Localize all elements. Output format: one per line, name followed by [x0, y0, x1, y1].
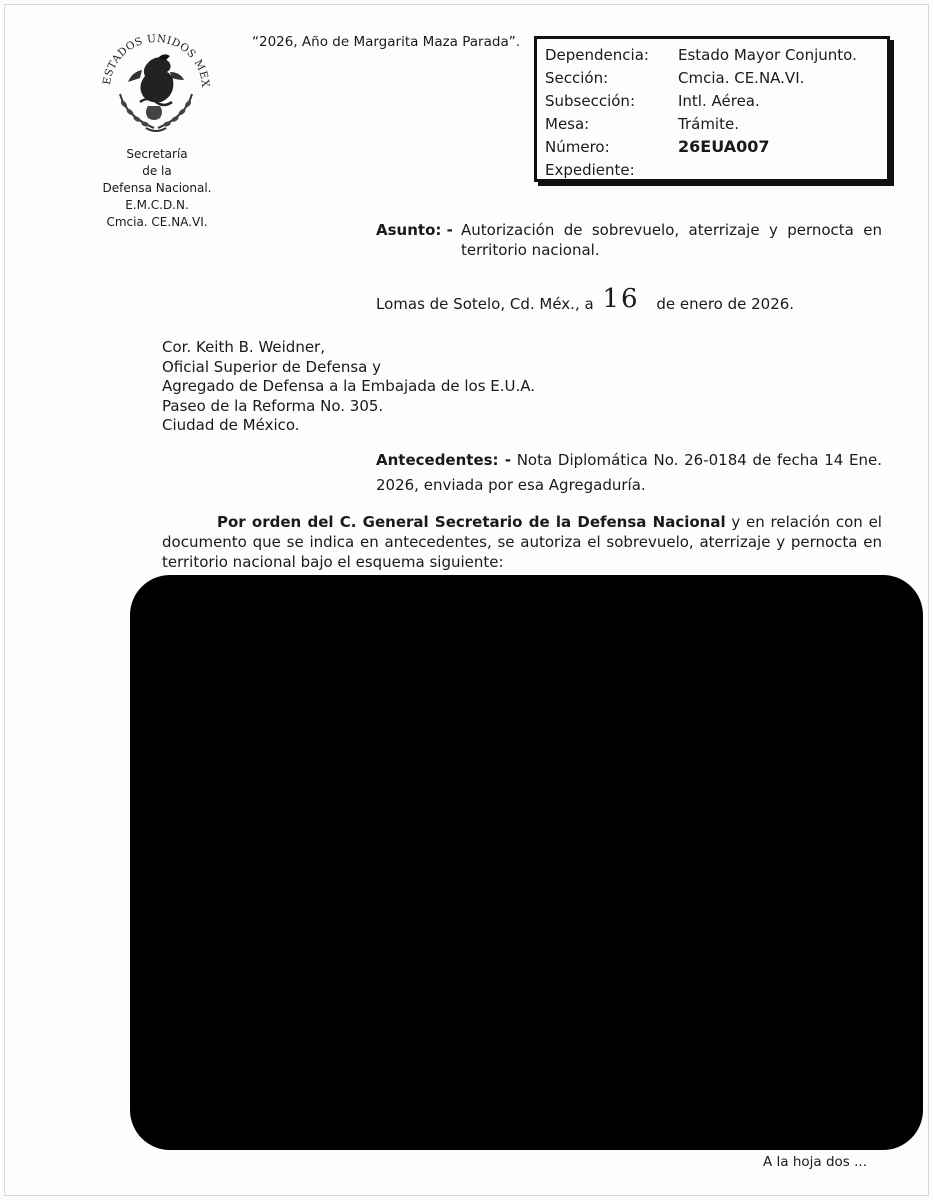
subject-text: Autorización de sobrevuelo, aterrizaje y pernocta en territorio nacional. — [461, 221, 882, 259]
reference-row — [545, 158, 887, 181]
year-motto: “2026, Año de Margarita Maza Parada”. — [252, 34, 521, 50]
recipient-address — [162, 338, 535, 436]
issuer-block — [92, 146, 222, 231]
recipient-line: Ciudad de México. — [162, 416, 300, 434]
reference-value: Intl. Aérea. — [678, 91, 760, 110]
continuation-note: A la hoja dos ... — [763, 1154, 867, 1170]
body-bold-lead: Por orden del C. General Secretario de la Defensa Nacional — [217, 513, 726, 531]
recipient-line: Oficial Superior de Defensa y — [162, 357, 381, 376]
issuer-line: Defensa Nacional. — [102, 181, 212, 195]
reference-label: Número: — [545, 137, 610, 156]
body-text: y en relación con el documento que se indica en antecedentes, se autoriza el sobrevuelo, aterrizaje y pernocta en territorio nacional bajo el esquema siguiente: — [162, 513, 882, 571]
dateline-suffix: de enero de 2026. — [656, 295, 795, 313]
recipient-line: Agregado de Defensa a la Embajada de los E.U.A. — [162, 377, 536, 395]
handwritten-day: 16 — [602, 284, 640, 314]
recipient-line: Cor. Keith B. Weidner, — [162, 338, 325, 356]
reference-row — [545, 135, 887, 158]
reference-value: Estado Mayor Conjunto. — [678, 45, 857, 64]
reference-label: Expediente: — [545, 160, 635, 179]
recipient-line: Paseo de la Reforma No. 305. — [162, 396, 384, 415]
issuer-line: de la — [142, 164, 172, 178]
reference-row — [545, 89, 887, 112]
subject-label: Asunto: - — [376, 221, 453, 239]
reference-label: Dependencia: — [545, 45, 649, 64]
seal-ring-text: ESTADOS UNIDOS MEX — [101, 32, 212, 89]
issuer-line: Cmcia. CE.NA.VI. — [106, 215, 208, 229]
reference-label: Mesa: — [545, 114, 590, 133]
reference-row — [545, 43, 887, 66]
reference-row — [545, 112, 887, 135]
body-paragraph — [162, 512, 882, 572]
redaction-block — [130, 575, 923, 1150]
document-number: 26EUA007 — [678, 137, 770, 156]
reference-value: Cmcia. CE.NA.VI. — [678, 68, 805, 87]
dateline-prefix: Lomas de Sotelo, Cd. Méx., a — [376, 295, 594, 313]
reference-value: Trámite. — [678, 114, 739, 133]
reference-label: Subsección: — [545, 91, 635, 110]
subject-block — [376, 220, 882, 260]
reference-box — [534, 36, 890, 182]
reference-row — [545, 66, 887, 89]
issuer-line: E.M.C.D.N. — [125, 198, 189, 212]
dateline — [376, 286, 794, 316]
antecedentes-block — [376, 448, 882, 498]
antecedentes-text: Nota Diplomática No. 26-0184 de fecha 14 Ene. 2026, enviada por esa Agregaduría. — [376, 451, 882, 494]
issuer-line: Secretaría — [126, 147, 188, 161]
reference-label: Sección: — [545, 68, 609, 87]
antecedentes-label: Antecedentes: - — [376, 451, 511, 469]
national-seal-logo — [96, 22, 216, 148]
